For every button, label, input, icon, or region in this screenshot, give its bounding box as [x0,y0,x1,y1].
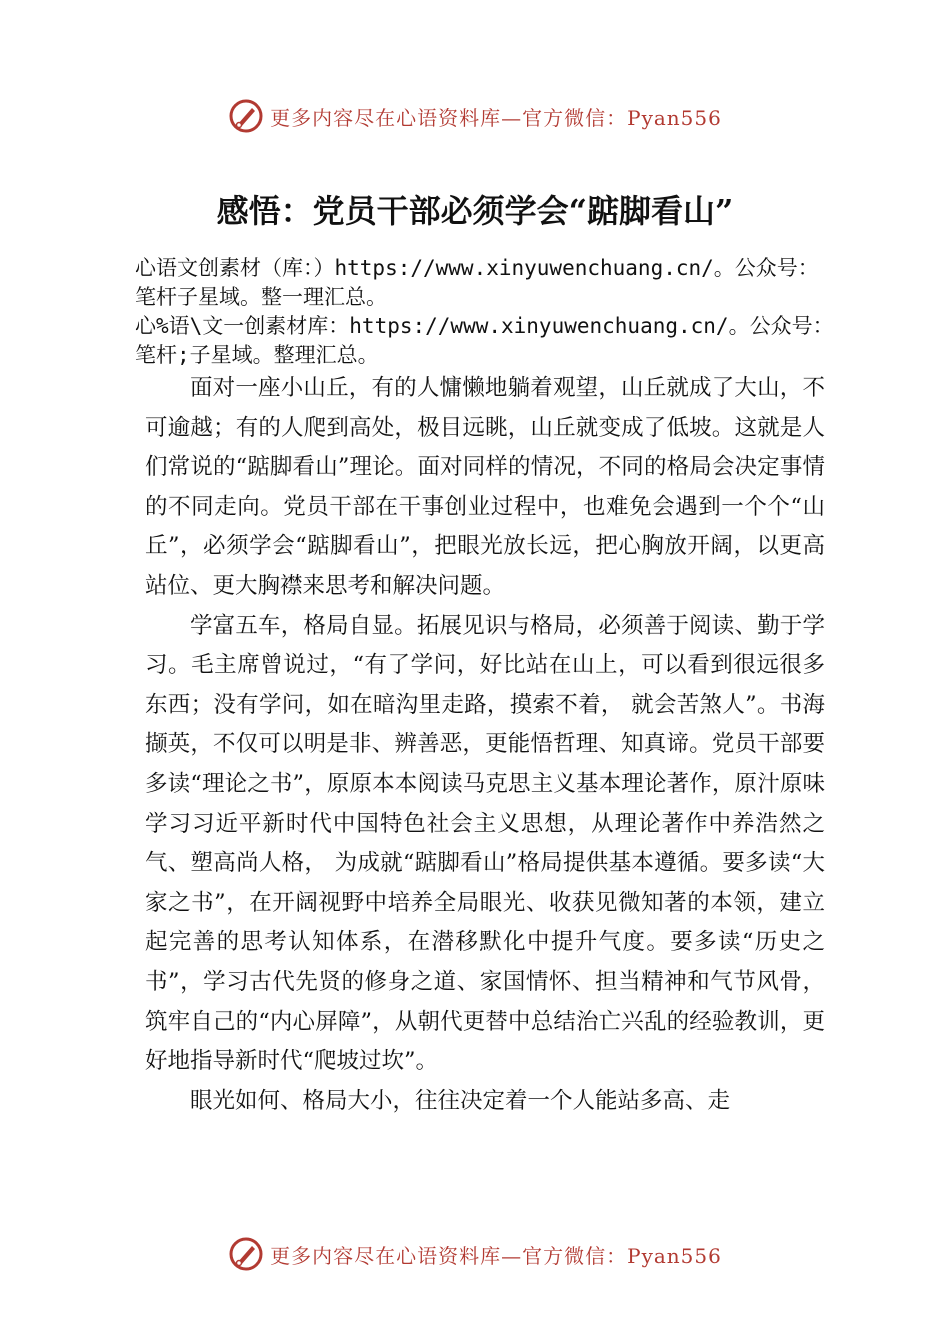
paragraph-3: 眼光如何、格局大小，往往决定着一个人能站多高、走 [190,1087,731,1114]
brush-pen-logo [228,1236,264,1272]
source-line-1: 心语文创素材（库：）https://www.xinyuwenchuang.cn/。公众号：笔杆子星域。整一理汇总。 [135,256,819,309]
paragraph-2: 学富五车，格局自显。拓展见识与格局，必须善于阅读、勤于学习。毛主席曾说过，“有了学问，好比站在山上，可以看到很远很多东西；没有学问，如在暗沟里走路，摸索不着， 就会苦煞人”。书海撷英，不仅可以明是非、辨善恶，更能悟哲理、知真谛。党员干部要多读“理论之书”，原原本本阅读马克思主义基本理论著作，原汁原味学习习近平新时代中国特色社会主义思想，从理论著作中养浩然之气、塑高尚人格， 为成就“踮脚看山”格局提供基本遵循。要多读“大家之书”，在开阔视野中培养全局眼光、收获见微知著的本领，建立起完善的思考认知体系，在潜移默化中提升气度。要多读“历史之书”，学习古代先贤的修身之道、家国情怀、担当精神和气节风骨，筑牢自己的“内心屏障”，从朝代更替中总结治亡兴乱的经验教训，更好地指导新时代“爬坡过坎”。 [145,612,825,1075]
article-body [145,369,825,1121]
page-title: 感悟：党员干部必须学会“踮脚看山” [216,192,734,230]
source-line-2: 心%语\文一创素材库：https://www.xinyuwenchuang.cn/。公众号：笔杆;子星域。整理汇总。 [135,314,834,367]
footer-banner [0,1234,950,1274]
banner-text: 更多内容尽在心语资料库—官方微信：Pyan556 [270,105,722,130]
header-banner [0,96,950,136]
paragraph-1: 面对一座小山丘，有的人慵懒地躺着观望，山丘就成了大山，不可逾越；有的人爬到高处，极目远眺，山丘就变成了低坡。这就是人们常说的“踮脚看山”理论。面对同样的情况，不同的格局会决定事情的不同走向。党员干部在干事创业过程中，也难免会遇到一个个“山丘”，必须学会“踮脚看山”，把眼光放长远，把心胸放开阔，以更高站位、更大胸襟来思考和解决问题。 [145,375,825,599]
banner-text: 更多内容尽在心语资料库—官方微信：Pyan556 [270,1243,722,1268]
brush-pen-logo [228,98,264,134]
